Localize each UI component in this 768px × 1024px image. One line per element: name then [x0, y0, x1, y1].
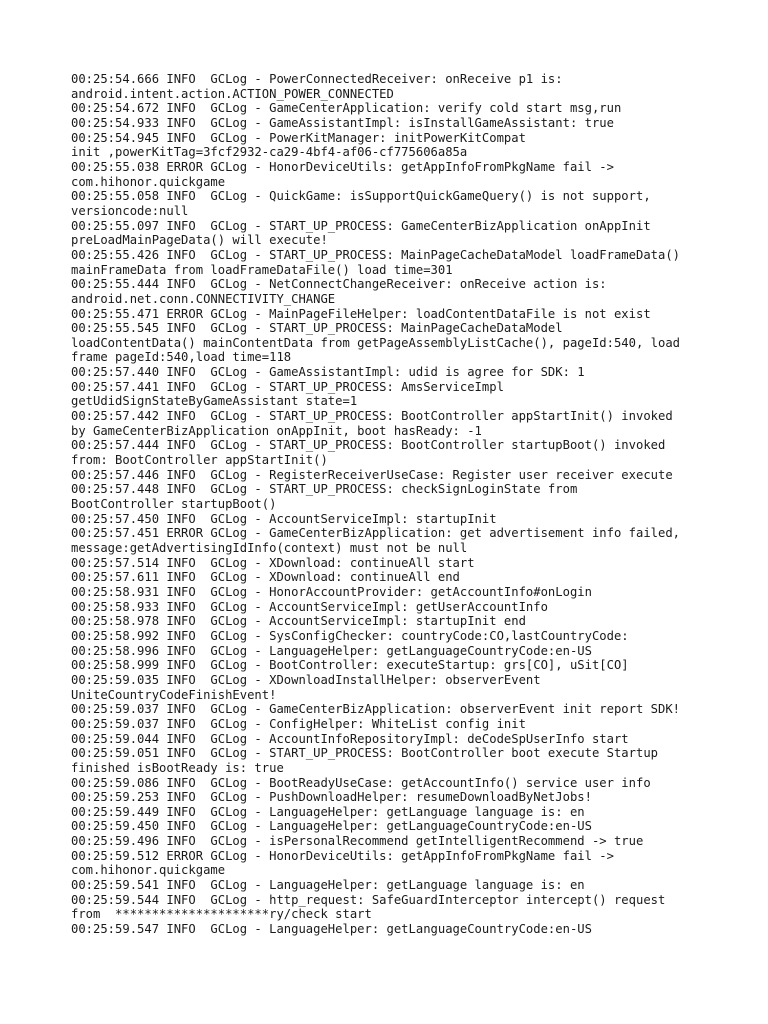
- log-line: 00:25:57.514 INFO GCLog - XDownload: continueAll start: [71, 555, 475, 570]
- log-line: 00:25:54.933 INFO GCLog - GameAssistantImpl: isInstallGameAssistant: true: [71, 115, 614, 130]
- log-line: finished isBootReady is: true: [71, 760, 284, 775]
- log-line: 00:25:55.058 INFO GCLog - QuickGame: isSupportQuickGameQuery() is not support,: [71, 189, 651, 204]
- log-line: 00:25:57.441 INFO GCLog - START_UP_PROCESS: AmsServiceImpl: [71, 379, 504, 394]
- log-line: 00:25:55.444 INFO GCLog - NetConnectChangeReceiver: onReceive action is:: [71, 277, 607, 292]
- log-line: 00:25:55.545 INFO GCLog - START_UP_PROCESS: MainPageCacheDataModel: [71, 321, 563, 336]
- log-line: versioncode:null: [71, 203, 189, 218]
- log-line: 00:25:59.544 INFO GCLog - http_request: SafeGuardInterceptor intercept() request: [71, 892, 666, 907]
- log-line: getUdidSignStateByGameAssistant state=1: [71, 394, 358, 409]
- log-line: from *********************ry/check start: [71, 907, 372, 922]
- log-line: com.hihonor.quickgame: [71, 174, 226, 189]
- log-line: 00:25:59.037 INFO GCLog - ConfigHelper: WhiteList config init: [71, 716, 526, 731]
- log-line: 00:25:57.451 ERROR GCLog - GameCenterBizApplication: get advertisement info failed,: [71, 526, 681, 541]
- log-line: android.net.conn.CONNECTIVITY_CHANGE: [71, 291, 336, 306]
- log-line: 00:25:59.037 INFO GCLog - GameCenterBizApplication: observerEvent init report SDK!: [71, 702, 681, 717]
- log-line: mainFrameData from loadFrameDataFile() load time=301: [71, 262, 453, 277]
- log-line: 00:25:55.038 ERROR GCLog - HonorDeviceUtils: getAppInfoFromPkgName fail ->: [71, 159, 614, 174]
- log-line: 00:25:59.044 INFO GCLog - AccountInfoRepositoryImpl: deCodeSpUserInfo start: [71, 731, 629, 746]
- log-line: 00:25:57.440 INFO GCLog - GameAssistantImpl: udid is agree for SDK: 1: [71, 365, 585, 380]
- log-line: 00:25:54.666 INFO GCLog - PowerConnectedReceiver: onReceive p1 is:: [71, 72, 563, 86]
- log-line: 00:25:58.978 INFO GCLog - AccountServiceImpl: startupInit end: [71, 614, 526, 629]
- log-line: 00:25:59.086 INFO GCLog - BootReadyUseCase: getAccountInfo() service user info: [71, 775, 651, 790]
- log-line: 00:25:57.448 INFO GCLog - START_UP_PROCESS: checkSignLoginState from: [71, 482, 578, 497]
- log-line: 00:25:58.996 INFO GCLog - LanguageHelper: getLanguageCountryCode:en-US: [71, 643, 592, 658]
- log-line: UniteCountryCodeFinishEvent!: [71, 687, 277, 702]
- log-line: 00:25:55.097 INFO GCLog - START_UP_PROCESS: GameCenterBizApplication onAppInit: [71, 218, 651, 233]
- log-line: from: BootController appStartInit(): [71, 453, 328, 468]
- log-line: 00:25:58.999 INFO GCLog - BootController: executeStartup: grs[CO], uSit[CO]: [71, 658, 629, 673]
- log-line: com.hihonor.quickgame: [71, 863, 226, 878]
- log-line: message:getAdvertisingIdInfo(context) must not be null: [71, 541, 468, 555]
- log-line: 00:25:57.444 INFO GCLog - START_UP_PROCESS: BootController startupBoot() invoked: [71, 438, 666, 453]
- log-line: 00:25:58.933 INFO GCLog - AccountServiceImpl: getUserAccountInfo: [71, 599, 548, 614]
- log-line: 00:25:58.931 INFO GCLog - HonorAccountProvider: getAccountInfo#onLogin: [71, 584, 592, 599]
- log-line: init ,powerKitTag=3fcf2932-ca29-4bf4-af06-cf775606a85a: [71, 145, 468, 160]
- log-line: loadContentData() mainContentData from getPageAssemblyListCache(), pageId:540, load: [71, 335, 681, 350]
- log-line: 00:25:59.541 INFO GCLog - LanguageHelper: getLanguage language is: en: [71, 878, 585, 893]
- log-line: 00:25:59.253 INFO GCLog - PushDownloadHelper: resumeDownloadByNetJobs!: [71, 790, 592, 805]
- log-line: 00:25:59.051 INFO GCLog - START_UP_PROCESS: BootController boot execute Startup: [71, 746, 658, 761]
- log-line: 00:25:55.426 INFO GCLog - START_UP_PROCESS: MainPageCacheDataModel loadFrameData(): [71, 247, 681, 262]
- log-line: 00:25:57.611 INFO GCLog - XDownload: continueAll end: [71, 570, 460, 585]
- log-line: 00:25:59.449 INFO GCLog - LanguageHelper: getLanguage language is: en: [71, 804, 585, 819]
- log-line: by GameCenterBizApplication onAppInit, boot hasReady: -1: [71, 423, 482, 438]
- log-line: 00:25:57.446 INFO GCLog - RegisterReceiverUseCase: Register user receiver execute: [71, 467, 673, 482]
- log-line: 00:25:59.450 INFO GCLog - LanguageHelper: getLanguageCountryCode:en-US: [71, 819, 592, 834]
- log-line: 00:25:54.672 INFO GCLog - GameCenterApplication: verify cold start msg,run: [71, 101, 622, 116]
- log-line: 00:25:58.992 INFO GCLog - SysConfigChecker: countryCode:CO,lastCountryCode:: [71, 628, 629, 643]
- log-line: 00:25:59.547 INFO GCLog - LanguageHelper: getLanguageCountryCode:en-US: [71, 922, 592, 937]
- log-line: preLoadMainPageData() will execute!: [71, 233, 328, 248]
- log-line: android.intent.action.ACTION_POWER_CONNECTED: [71, 86, 394, 101]
- log-line: 00:25:55.471 ERROR GCLog - MainPageFileHelper: loadContentDataFile is not exist: [71, 306, 651, 321]
- log-line: 00:25:57.442 INFO GCLog - START_UP_PROCESS: BootController appStartInit() invoked: [71, 409, 673, 424]
- log-line: 00:25:59.512 ERROR GCLog - HonorDeviceUtils: getAppInfoFromPkgName fail ->: [71, 848, 614, 863]
- log-line: BootController startupBoot(): [71, 497, 277, 512]
- log-line: 00:25:57.450 INFO GCLog - AccountServiceImpl: startupInit: [71, 511, 497, 526]
- log-line: 00:25:59.035 INFO GCLog - XDownloadInstallHelper: observerEvent: [71, 672, 541, 687]
- log-line: 00:25:54.945 INFO GCLog - PowerKitManager: initPowerKitCompat: [71, 130, 526, 145]
- log-text: [71, 72, 711, 937]
- log-line: frame pageId:540,load time=118: [71, 350, 292, 365]
- log-line: 00:25:59.496 INFO GCLog - isPersonalRecommend getIntelligentRecommend -> true: [71, 834, 644, 849]
